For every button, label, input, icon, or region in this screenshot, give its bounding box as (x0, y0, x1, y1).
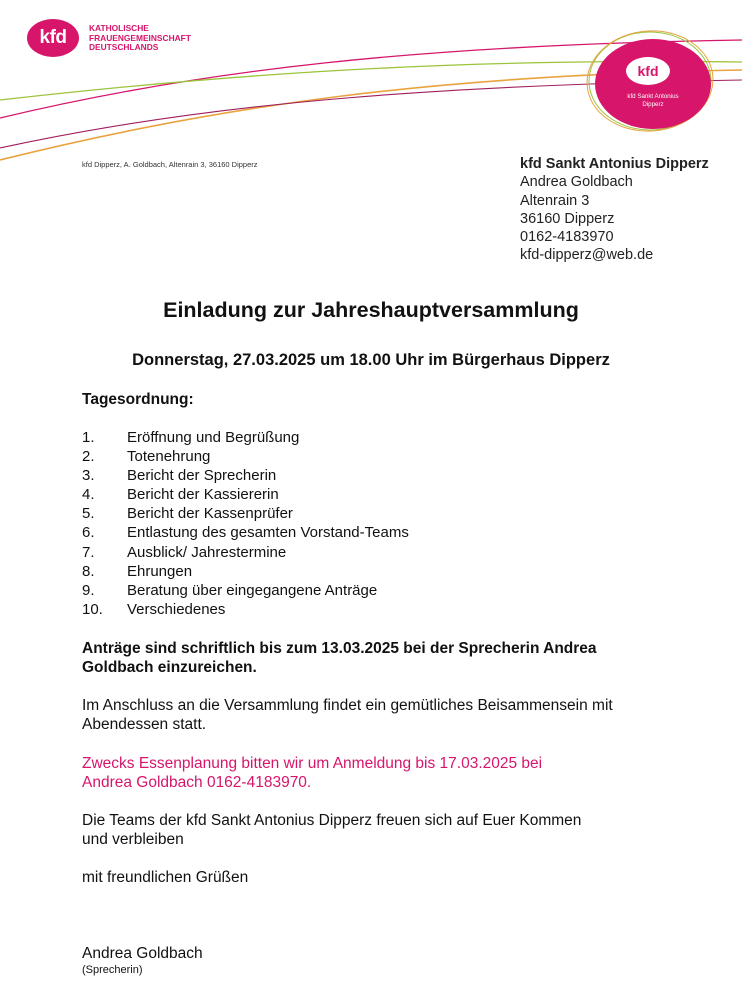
signature-name: Andrea Goldbach (82, 945, 203, 962)
agenda-item-number: 3. (82, 467, 95, 485)
agenda-item-text: Entlastung des gesamten Vorstand-Teams (127, 524, 409, 542)
agenda-item-text: Bericht der Kassiererin (127, 486, 279, 504)
registration-note (82, 754, 682, 793)
logo-organization-name: KATHOLISCHE FRAUENGEMEINSCHAFT DEUTSCHLANDS (89, 23, 191, 53)
agenda-item (82, 523, 409, 542)
logo-abbr: kfd (39, 27, 67, 48)
agenda-item (82, 600, 409, 619)
agenda-item-number: 5. (82, 505, 95, 523)
agenda-item-number: 7. (82, 543, 95, 561)
agenda-item-text: Ehrungen (127, 562, 193, 580)
agenda-item-number: 1. (82, 429, 95, 446)
address-block (520, 155, 709, 265)
agenda-item-text: Eröffnung und Begrüßung (127, 429, 300, 446)
agenda-item (82, 428, 409, 447)
closing-line-1: Die Teams der kfd Sankt Antonius Dipperz freuen sich auf Euer Kommen (82, 812, 582, 829)
agenda-list (82, 428, 409, 619)
agenda-item (82, 581, 409, 600)
agenda-item-number: 4. (82, 486, 95, 504)
agenda-item (82, 543, 409, 562)
address-name: Andrea Goldbach (520, 174, 633, 191)
seal-group-name: kfd Sankt Antonius Dipperz (627, 93, 679, 108)
agenda-item (82, 504, 409, 523)
regards-line: mit freundlichen Grüßen (82, 869, 249, 886)
sender-return-line: kfd Dipperz, A. Goldbach, Altenrain 3, 36160 Dipperz (82, 160, 258, 169)
agenda-item-text: Verschiedenes (127, 600, 226, 618)
address-city: 36160 Dipperz (520, 210, 615, 227)
agenda-item-text: Bericht der Sprecherin (127, 467, 277, 485)
seal-abbr: kfd (637, 63, 659, 79)
agenda-heading: Tagesordnung: (82, 391, 194, 408)
address-org: kfd Sankt Antonius Dipperz (520, 156, 709, 172)
seal-logo (626, 57, 670, 85)
signature-role: (Sprecherin) (82, 964, 143, 976)
address-street: Altenrain 3 (520, 192, 590, 209)
agenda-item-text: Beratung über eingegangene Anträge (127, 581, 378, 599)
closing-note (82, 811, 682, 850)
document-title: Einladung zur Jahreshauptversammlung (163, 298, 579, 322)
agenda-item (82, 562, 409, 581)
address-email: kfd-dipperz@web.de (520, 247, 654, 264)
agenda-item-number: 10. (82, 600, 103, 618)
agenda-item-number: 6. (82, 524, 95, 542)
agenda-item-text: Bericht der Kassenprüfer (127, 505, 293, 523)
agenda-item-text: Totenehrung (127, 448, 211, 466)
agenda-item (82, 447, 409, 466)
registration-line-1: Zwecks Essenplanung bitten wir um Anmeldung bis 17.03.2025 bei (82, 755, 543, 772)
kfd-logo (27, 19, 79, 57)
agenda-item-number: 2. (82, 448, 95, 466)
event-date-line: Donnerstag, 27.03.2025 um 18.00 Uhr im Bürgerhaus Dipperz (132, 351, 610, 369)
agenda-item (82, 466, 409, 485)
registration-line-2: Andrea Goldbach 0162-4183970. (82, 774, 312, 792)
closing-line-2: und verbleiben (82, 831, 184, 849)
address-phone: 0162-4183970 (520, 229, 614, 246)
social-gathering-note: Im Anschluss an die Versammlung findet ein gemütliches Beisammensein mit Abendessen statt. (82, 697, 613, 734)
agenda-item-number: 9. (82, 581, 95, 599)
agenda-item (82, 485, 409, 504)
agenda-item-text: Ausblick/ Jahrestermine (127, 543, 287, 561)
motions-deadline-note: Anträge sind schriftlich bis zum 13.03.2025 bei der Sprecherin Andrea Goldbach einzureichen. (82, 640, 597, 677)
agenda-item-number: 8. (82, 562, 95, 580)
